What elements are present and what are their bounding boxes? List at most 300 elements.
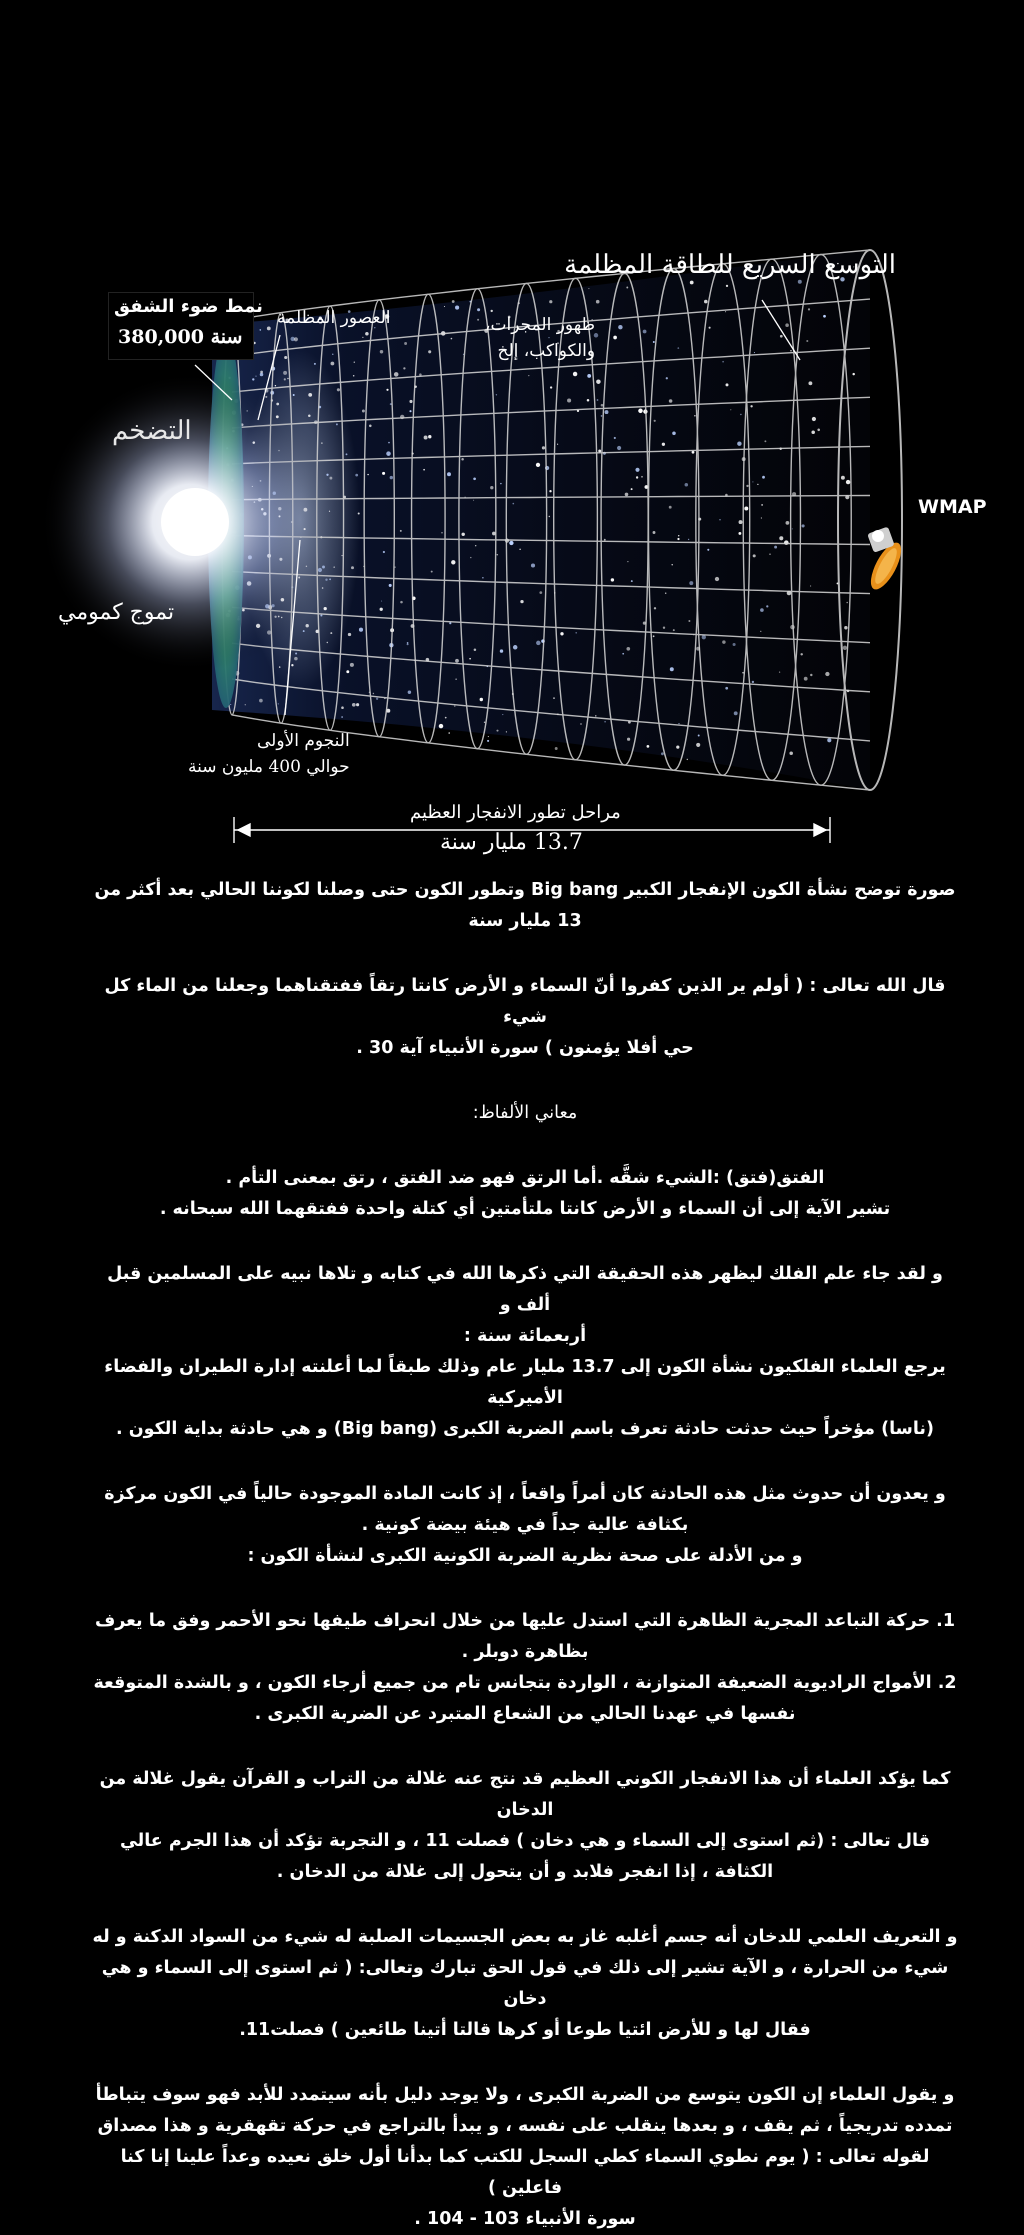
star — [428, 350, 431, 353]
galaxies-label-line-2: والكواكب، إلخ — [497, 341, 596, 361]
star — [696, 743, 700, 747]
galaxies-label-line-1: ظهور المجرات، — [485, 315, 596, 335]
star — [757, 484, 758, 485]
star — [825, 672, 829, 676]
star — [677, 538, 679, 540]
smoke-line-1: كما يؤكد العلماء أن هذا الانفجار الكوني العظيم قد نتج عنه غلالة من التراب و القرآن يقول غلالة من الدخان — [99, 1769, 951, 1820]
star — [573, 372, 577, 376]
big-bang-core — [161, 488, 229, 556]
star — [754, 352, 755, 353]
event-line-3: و من الأدلة على صحة نظرية الضربة الكونية الكبرى لنشأة الكون : — [247, 1546, 803, 1566]
star — [631, 580, 633, 582]
star — [480, 698, 483, 701]
star — [519, 549, 520, 550]
star — [725, 311, 726, 312]
star — [369, 425, 372, 428]
verse-line-1: قال الله تعالى : ( أولم ير الذين كفروا أنّ السماء و الأرض كانتا رتقاً ففتقناهما وجعلنا من الماء كل شيء — [104, 976, 946, 1027]
star — [409, 400, 412, 403]
star — [520, 600, 523, 603]
star — [509, 541, 513, 545]
star — [613, 336, 617, 340]
star — [722, 361, 724, 363]
star — [726, 285, 728, 287]
star — [245, 704, 246, 705]
star — [626, 287, 628, 289]
star — [595, 715, 596, 716]
star — [779, 536, 783, 540]
star — [455, 679, 456, 680]
star — [598, 450, 601, 453]
star — [444, 306, 445, 307]
star — [441, 532, 443, 534]
star — [687, 759, 688, 760]
star — [631, 488, 633, 490]
star — [475, 545, 476, 546]
star — [348, 633, 351, 636]
star — [638, 409, 643, 414]
star — [331, 362, 335, 366]
star — [341, 716, 343, 718]
first-stars-label-line-2: حوالي 400 مليون سنة — [188, 757, 350, 777]
astro-line-1: و لقد جاء علم الفلك ليظهر هذه الحقيقة التي ذكرها الله في كتابه و تلاها نبيه على المسلمين قبل ألف و — [107, 1264, 943, 1315]
star — [587, 399, 590, 402]
star — [484, 722, 486, 724]
star — [497, 554, 498, 555]
star — [671, 564, 672, 565]
star — [722, 640, 725, 643]
star — [769, 554, 770, 555]
smoke-line-2: قال تعالى : (ثم استوى إلى السماء و هي دخان ) فصلت 11 ، و التجربة تؤكد أن هذا الجرم عالي — [119, 1831, 931, 1851]
star — [750, 405, 752, 407]
star — [455, 659, 459, 663]
star — [295, 652, 297, 654]
star — [267, 326, 271, 330]
star — [669, 399, 673, 403]
evidence-2-line-2: نفسها في عهدنا الحالي من الشعاع المتبرد عن الضربة الكبرى . — [254, 1704, 796, 1724]
star — [841, 476, 845, 480]
star — [785, 323, 789, 327]
star — [461, 533, 464, 536]
star — [808, 308, 810, 310]
star — [230, 704, 231, 705]
star — [811, 431, 815, 435]
star — [601, 415, 603, 417]
star — [283, 371, 287, 375]
star — [726, 383, 729, 386]
astro-line-4: (ناسا) مؤخراً حيث حدثت حادثة تعرف باسم الضربة الكبرى (Big bang) و هي حادثة بداية الكون . — [115, 1419, 934, 1439]
star — [482, 577, 484, 579]
star — [669, 506, 672, 509]
star — [786, 521, 790, 525]
galaxies-label — [485, 312, 595, 364]
event-line-1: و يعدون أن حدوث مثل هذه الحادثة كان أمراً واقعاً ، إذ كانت المادة الموجودة حالياً في الكون مركزة — [104, 1484, 946, 1504]
star — [689, 581, 693, 585]
star — [428, 435, 431, 438]
star — [744, 507, 748, 511]
star — [597, 399, 599, 401]
star — [780, 335, 783, 338]
star — [477, 308, 480, 311]
star — [575, 632, 577, 634]
star — [588, 288, 589, 289]
star — [409, 410, 411, 412]
star — [678, 535, 679, 536]
star — [625, 493, 629, 497]
star — [740, 414, 741, 415]
star — [287, 378, 289, 380]
star — [350, 663, 354, 667]
star — [690, 281, 694, 285]
star — [707, 549, 709, 551]
star — [738, 532, 741, 535]
astro-line-2: أربعمائة سنة : — [463, 1326, 587, 1346]
definition-line-3: فقال لها و للأرض ائتيا طوعا أو كرها قالتا أتينا طائعين ) فصلت11. — [239, 2020, 811, 2040]
star — [808, 381, 812, 385]
star — [356, 703, 359, 706]
star — [802, 524, 805, 527]
star — [846, 602, 848, 604]
star — [549, 300, 552, 303]
star — [382, 472, 385, 475]
star — [358, 512, 360, 514]
star — [662, 443, 665, 446]
star — [337, 388, 340, 391]
star — [601, 404, 604, 407]
star — [455, 306, 459, 310]
star — [502, 714, 503, 715]
evidence-1-line-1: 1. حركة التباعد المجرية الظاهرة التي استدل عليها من خلال انحراف طيفها نحو الأحمر وفق ما يعرف — [94, 1611, 956, 1631]
star — [386, 451, 391, 456]
star — [567, 398, 571, 402]
star — [550, 386, 552, 388]
ending-line-3: لقوله تعالى : ( يوم نطوي السماء كطي السجل للكتب كما بدأنا أول خلق نعيده وعداً علينا إنا كنا فاعلين ) — [120, 2147, 930, 2198]
star — [647, 745, 650, 748]
star — [423, 469, 425, 471]
star — [798, 280, 802, 284]
star — [685, 483, 689, 487]
star — [677, 347, 679, 349]
star — [373, 693, 374, 694]
star — [259, 699, 263, 703]
inflation-label: التضخم — [112, 416, 192, 446]
star — [746, 485, 748, 487]
star — [403, 367, 405, 369]
star — [255, 376, 256, 377]
star — [792, 528, 793, 529]
star — [278, 703, 279, 704]
afterglow-age-label: 380,000 سنة — [118, 326, 243, 348]
star — [400, 530, 402, 532]
star — [381, 601, 382, 602]
star — [587, 374, 591, 378]
star — [341, 555, 342, 556]
star — [341, 706, 344, 709]
star — [764, 440, 766, 442]
star — [314, 363, 316, 365]
star — [719, 519, 720, 520]
meaning-line-1: الفتق(فتق) :الشيء شقَّه .أما الرتق فهو ضد الفتق ، رتق بمعنى التأم . — [225, 1168, 825, 1188]
star — [506, 731, 507, 732]
star — [611, 578, 614, 581]
article-body — [90, 875, 960, 2235]
ending-line-4: سورة الأنبياء 103 - 104 . — [414, 2209, 636, 2229]
star — [739, 520, 743, 524]
star — [431, 571, 433, 573]
star — [470, 557, 471, 558]
star — [539, 591, 542, 594]
star — [614, 437, 616, 439]
star — [766, 605, 768, 607]
star — [823, 315, 826, 318]
star — [643, 330, 647, 334]
star — [672, 432, 676, 436]
definition-line-2: شيء من الحرارة ، و الآية تشير إلى ذلك في قول الحق تبارك وتعالى: ( ثم استوى إلى السماء و هي دخان — [101, 1958, 949, 2009]
star — [330, 632, 332, 634]
star — [626, 647, 630, 651]
star — [734, 711, 738, 715]
star — [761, 517, 762, 518]
star — [448, 732, 450, 734]
star — [390, 476, 393, 479]
first-stars-label — [188, 728, 350, 780]
rapid-expansion-label: التوسع السريع للطاقة المظلمة — [564, 250, 896, 280]
star — [346, 453, 348, 455]
meaning-line-2: تشير الآية إلى أن السماء و الأرض كانتا ملتأمتين أي كتلة واحدة ففتقهما الله سبحانه . — [159, 1199, 891, 1219]
evidence-2-line-1: 2. الأمواج الراديوية الضعيفة المتوازنة ، الواردة بتجانس تام من جميع أرجاء الكون ، و بالشدة المتوقعة — [93, 1673, 957, 1693]
star — [487, 740, 489, 742]
star — [324, 607, 327, 610]
star — [284, 356, 287, 359]
star — [394, 372, 399, 377]
star — [320, 614, 322, 616]
star — [321, 442, 322, 443]
star — [665, 593, 666, 594]
star — [500, 483, 501, 484]
star — [386, 389, 388, 391]
star — [259, 329, 261, 331]
star — [528, 375, 529, 376]
star — [346, 670, 349, 673]
evidence-1-line-2: بظاهرة دوبلر . — [461, 1642, 589, 1662]
star — [627, 561, 628, 562]
star — [451, 338, 453, 340]
star — [752, 681, 754, 683]
star — [641, 476, 643, 478]
star — [760, 631, 761, 632]
star — [753, 554, 756, 557]
star — [604, 721, 606, 723]
star — [596, 300, 600, 304]
star — [500, 649, 503, 652]
star — [306, 624, 309, 627]
star — [604, 539, 606, 541]
star — [670, 667, 674, 671]
star — [461, 458, 464, 461]
star — [408, 691, 411, 694]
star — [698, 735, 700, 737]
star — [617, 446, 621, 450]
stages-label: مراحل تطور الانفجار العظيم — [410, 802, 621, 823]
star — [424, 436, 428, 440]
star — [473, 500, 474, 501]
star — [715, 577, 719, 581]
star — [678, 723, 679, 724]
star — [812, 417, 816, 421]
star — [303, 630, 305, 632]
star — [560, 632, 563, 635]
verse-line-2: حي أفلا يؤمنون ) سورة الأنبياء آية 30 . — [356, 1038, 694, 1058]
star — [549, 490, 551, 492]
star — [663, 627, 665, 629]
star — [512, 503, 514, 505]
star — [404, 342, 407, 345]
star — [353, 375, 355, 377]
star — [692, 451, 695, 454]
smoke-line-3: الكثافة ، إذا انفجر فلابد و أن يتحول إلى غلالة من الدخان . — [276, 1862, 774, 1882]
star — [790, 350, 792, 352]
quantum-fluctuation-label: تموج كمومي — [58, 600, 175, 625]
star — [661, 752, 664, 755]
star — [636, 476, 638, 478]
ending-line-1: و يقول العلماء إن الكون يتوسع من الضربة الكبرى ، ولا يوجد دليل بأنه سيتمدد للأبد فهو سوف يتباطأ — [95, 2085, 955, 2105]
star — [673, 629, 675, 631]
star — [308, 415, 311, 418]
star — [806, 340, 808, 342]
star — [336, 423, 338, 425]
star — [474, 649, 477, 652]
star — [549, 516, 550, 517]
star — [536, 641, 540, 645]
star — [761, 504, 763, 506]
star — [327, 642, 328, 643]
star — [688, 620, 690, 622]
star — [488, 736, 489, 737]
wmap-label: WMAP — [918, 496, 987, 518]
star — [709, 327, 711, 329]
star — [284, 378, 286, 380]
star — [354, 361, 355, 362]
star — [654, 607, 656, 609]
star — [367, 474, 368, 475]
star — [827, 738, 831, 742]
star — [635, 468, 639, 472]
star — [742, 672, 743, 673]
star — [252, 378, 254, 380]
star — [407, 643, 409, 645]
star — [365, 332, 369, 336]
star — [553, 697, 555, 699]
star — [308, 393, 312, 397]
event-line-2: بكثافة عالية جداً في هيئة بيضة كونية . — [361, 1515, 689, 1535]
star — [737, 441, 741, 445]
star — [351, 566, 354, 569]
star — [294, 337, 298, 341]
star — [355, 474, 358, 477]
star — [376, 698, 378, 700]
star — [730, 409, 731, 410]
star — [702, 635, 706, 639]
star — [653, 635, 655, 637]
star — [557, 444, 558, 445]
star — [380, 608, 383, 611]
ending-line-2: تمدده تدريجياً ، ثم يقف ، و بعدها ينقلب على نفسه ، و يبدأ بالتراجع في حركة تقهقرية و هذا مصداق — [97, 2116, 953, 2136]
star — [469, 658, 471, 660]
star — [843, 646, 847, 650]
star — [260, 371, 263, 374]
star — [536, 463, 540, 467]
star — [359, 628, 363, 632]
star — [752, 481, 753, 482]
star — [580, 723, 581, 724]
star — [447, 472, 451, 476]
star — [653, 531, 656, 534]
star — [454, 706, 455, 707]
star — [388, 442, 390, 444]
afterglow-label: نمط ضوء الشفق — [114, 296, 263, 317]
star — [477, 319, 479, 321]
star — [383, 551, 385, 553]
star — [622, 653, 624, 655]
star — [291, 664, 293, 666]
star — [846, 480, 850, 484]
star — [618, 325, 622, 329]
star — [531, 563, 535, 567]
star — [513, 645, 518, 650]
star — [490, 486, 493, 489]
star — [452, 300, 455, 303]
star — [688, 539, 689, 540]
star — [704, 300, 708, 304]
universe-age-label: 13.7 مليار سنة — [440, 830, 583, 855]
star — [654, 420, 656, 422]
universe-expansion-diagram — [0, 190, 1024, 870]
caption-line-1: صورة توضح نشأة الكون الإنفجار الكبير Big bang وتطور الكون حتى وصلنا لكوننا الحالي بعد أكثر من — [94, 880, 956, 900]
star — [694, 415, 696, 417]
star — [439, 724, 443, 728]
star — [779, 671, 780, 672]
star — [352, 703, 356, 707]
star — [451, 560, 455, 564]
meanings-title: معاني الألفاظ: — [472, 1103, 578, 1123]
astro-line-3: يرجع العلماء الفلكيون نشأة الكون إلى 13.7 مليار عام وذلك طبقاً لما أعلنته إدارة الطيران والفضاء الأميركية — [104, 1357, 946, 1408]
star — [762, 476, 765, 479]
star — [676, 745, 679, 748]
star — [653, 341, 655, 343]
star — [760, 608, 764, 612]
star — [293, 394, 295, 396]
star — [279, 666, 280, 667]
star — [362, 410, 365, 413]
dark-ages-label: العصور المظلمة — [277, 308, 391, 328]
star — [800, 653, 802, 655]
star — [810, 674, 812, 676]
star — [817, 429, 820, 432]
star — [789, 751, 793, 755]
star — [804, 677, 808, 681]
star — [852, 373, 854, 375]
caption-line-2: 13 مليار سنة — [468, 911, 582, 931]
star — [627, 738, 630, 741]
star — [400, 601, 403, 604]
star — [725, 687, 728, 690]
star — [389, 584, 392, 587]
star — [473, 477, 476, 480]
star — [810, 585, 811, 586]
star — [362, 337, 363, 338]
star — [733, 643, 736, 646]
first-stars-label-line-1: النجوم الأولى — [256, 731, 350, 751]
star — [496, 394, 497, 395]
